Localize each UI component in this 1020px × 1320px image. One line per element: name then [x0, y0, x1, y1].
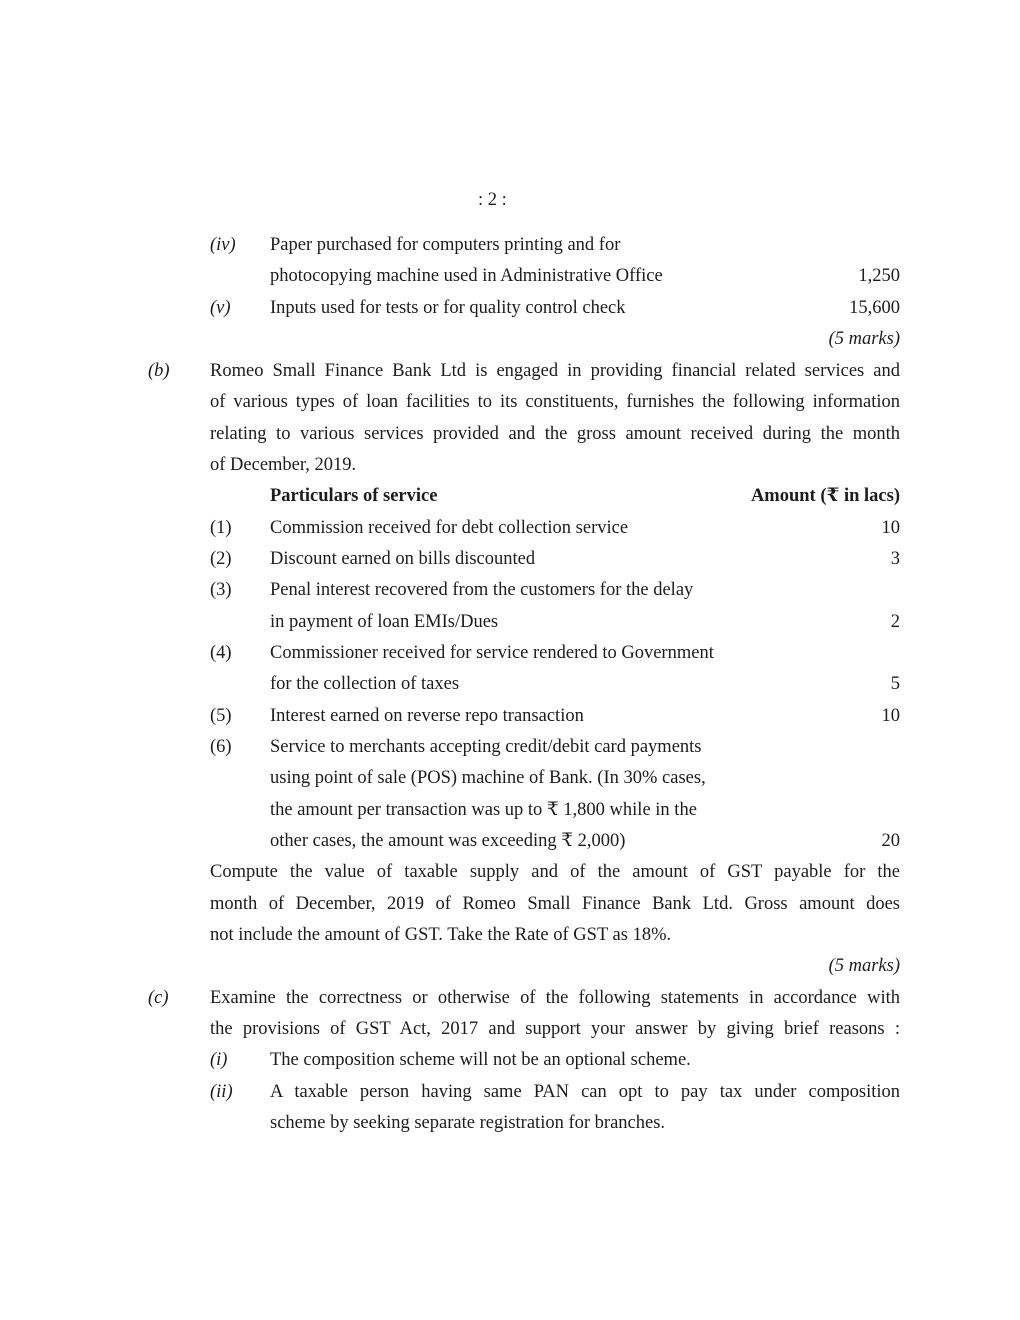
statement-label-i: (i): [210, 1050, 228, 1070]
service-2-line-1: Discount earned on bills discounted: [270, 549, 536, 569]
part-a-marks: (5 marks): [828, 329, 900, 349]
item-label-v: (v): [210, 298, 231, 318]
service-1-amount: 10: [881, 518, 900, 538]
part-b-question-line-1: Compute the value of taxable supply and of the amount of GST payable for the: [210, 862, 900, 882]
item-iv-line-1: Paper purchased for computers printing and for: [270, 235, 621, 255]
service-no-3: (3): [210, 580, 232, 600]
service-1-line-1: Commission received for debt collection service: [270, 518, 629, 538]
service-6-line-4: other cases, the amount was exceeding ₹ 2,000): [270, 831, 626, 851]
service-3-amount: 2: [890, 612, 900, 632]
part-c-intro-line-1: Examine the correctness or otherwise of the following statements in accordance with: [210, 988, 900, 1008]
statement-ii-line-2: scheme by seeking separate registration for branches.: [270, 1113, 666, 1133]
service-6-line-2: using point of sale (POS) machine of Bank. (In 30% cases,: [270, 768, 706, 788]
service-2-amount: 3: [890, 549, 900, 569]
service-4-line-2: for the collection of taxes: [270, 674, 460, 694]
part-b-question-line-2: month of December, 2019 of Romeo Small Finance Bank Ltd. Gross amount does: [210, 894, 900, 914]
service-5-amount: 10: [881, 706, 900, 726]
service-no-1: (1): [210, 518, 232, 538]
service-no-2: (2): [210, 549, 232, 569]
item-v-line-1: Inputs used for tests or for quality control check: [270, 298, 626, 318]
part-b-intro-line-3: relating to various services provided and the gross amount received during the month: [210, 424, 900, 444]
service-6-line-1: Service to merchants accepting credit/debit card payments: [270, 737, 702, 757]
part-b-intro-line-2: of various types of loan facilities to its constituents, furnishes the following information: [210, 392, 900, 412]
table-header-amount: Amount (₹ in lacs): [750, 486, 900, 506]
service-6-amount: 20: [881, 831, 900, 851]
part-b-intro-line-4: of December, 2019.: [210, 455, 357, 475]
page-number: : 2 :: [478, 190, 507, 210]
part-c-intro-line-2: the provisions of GST Act, 2017 and support your answer by giving brief reasons :: [210, 1019, 900, 1039]
service-no-5: (5): [210, 706, 232, 726]
service-no-6: (6): [210, 737, 232, 757]
item-iv-line-2: photocopying machine used in Administrative Office: [270, 266, 663, 286]
part-b-marks: (5 marks): [828, 956, 900, 976]
statement-i-line-1: The composition scheme will not be an optional scheme.: [270, 1050, 691, 1070]
service-4-line-1: Commissioner received for service rendered to Government: [270, 643, 714, 663]
part-c-label: (c): [148, 988, 169, 1008]
service-6-line-3: the amount per transaction was up to ₹ 1,800 while in the: [270, 800, 697, 820]
item-v-amount: 15,600: [849, 298, 900, 318]
statement-label-ii: (ii): [210, 1082, 233, 1102]
part-b-intro-line-1: Romeo Small Finance Bank Ltd is engaged in providing financial related services and: [210, 361, 900, 381]
part-b-label: (b): [148, 361, 170, 381]
service-4-amount: 5: [890, 674, 900, 694]
service-3-line-2: in payment of loan EMIs/Dues: [270, 612, 499, 632]
statement-ii-line-1: A taxable person having same PAN can opt to pay tax under composition: [270, 1082, 900, 1102]
item-label-iv: (iv): [210, 235, 236, 255]
service-3-line-1: Penal interest recovered from the customers for the delay: [270, 580, 694, 600]
item-iv-amount: 1,250: [858, 266, 900, 286]
table-header-particulars: Particulars of service: [270, 486, 438, 506]
service-5-line-1: Interest earned on reverse repo transaction: [270, 706, 584, 726]
service-no-4: (4): [210, 643, 232, 663]
part-b-question-line-3: not include the amount of GST. Take the Rate of GST as 18%.: [210, 925, 672, 945]
